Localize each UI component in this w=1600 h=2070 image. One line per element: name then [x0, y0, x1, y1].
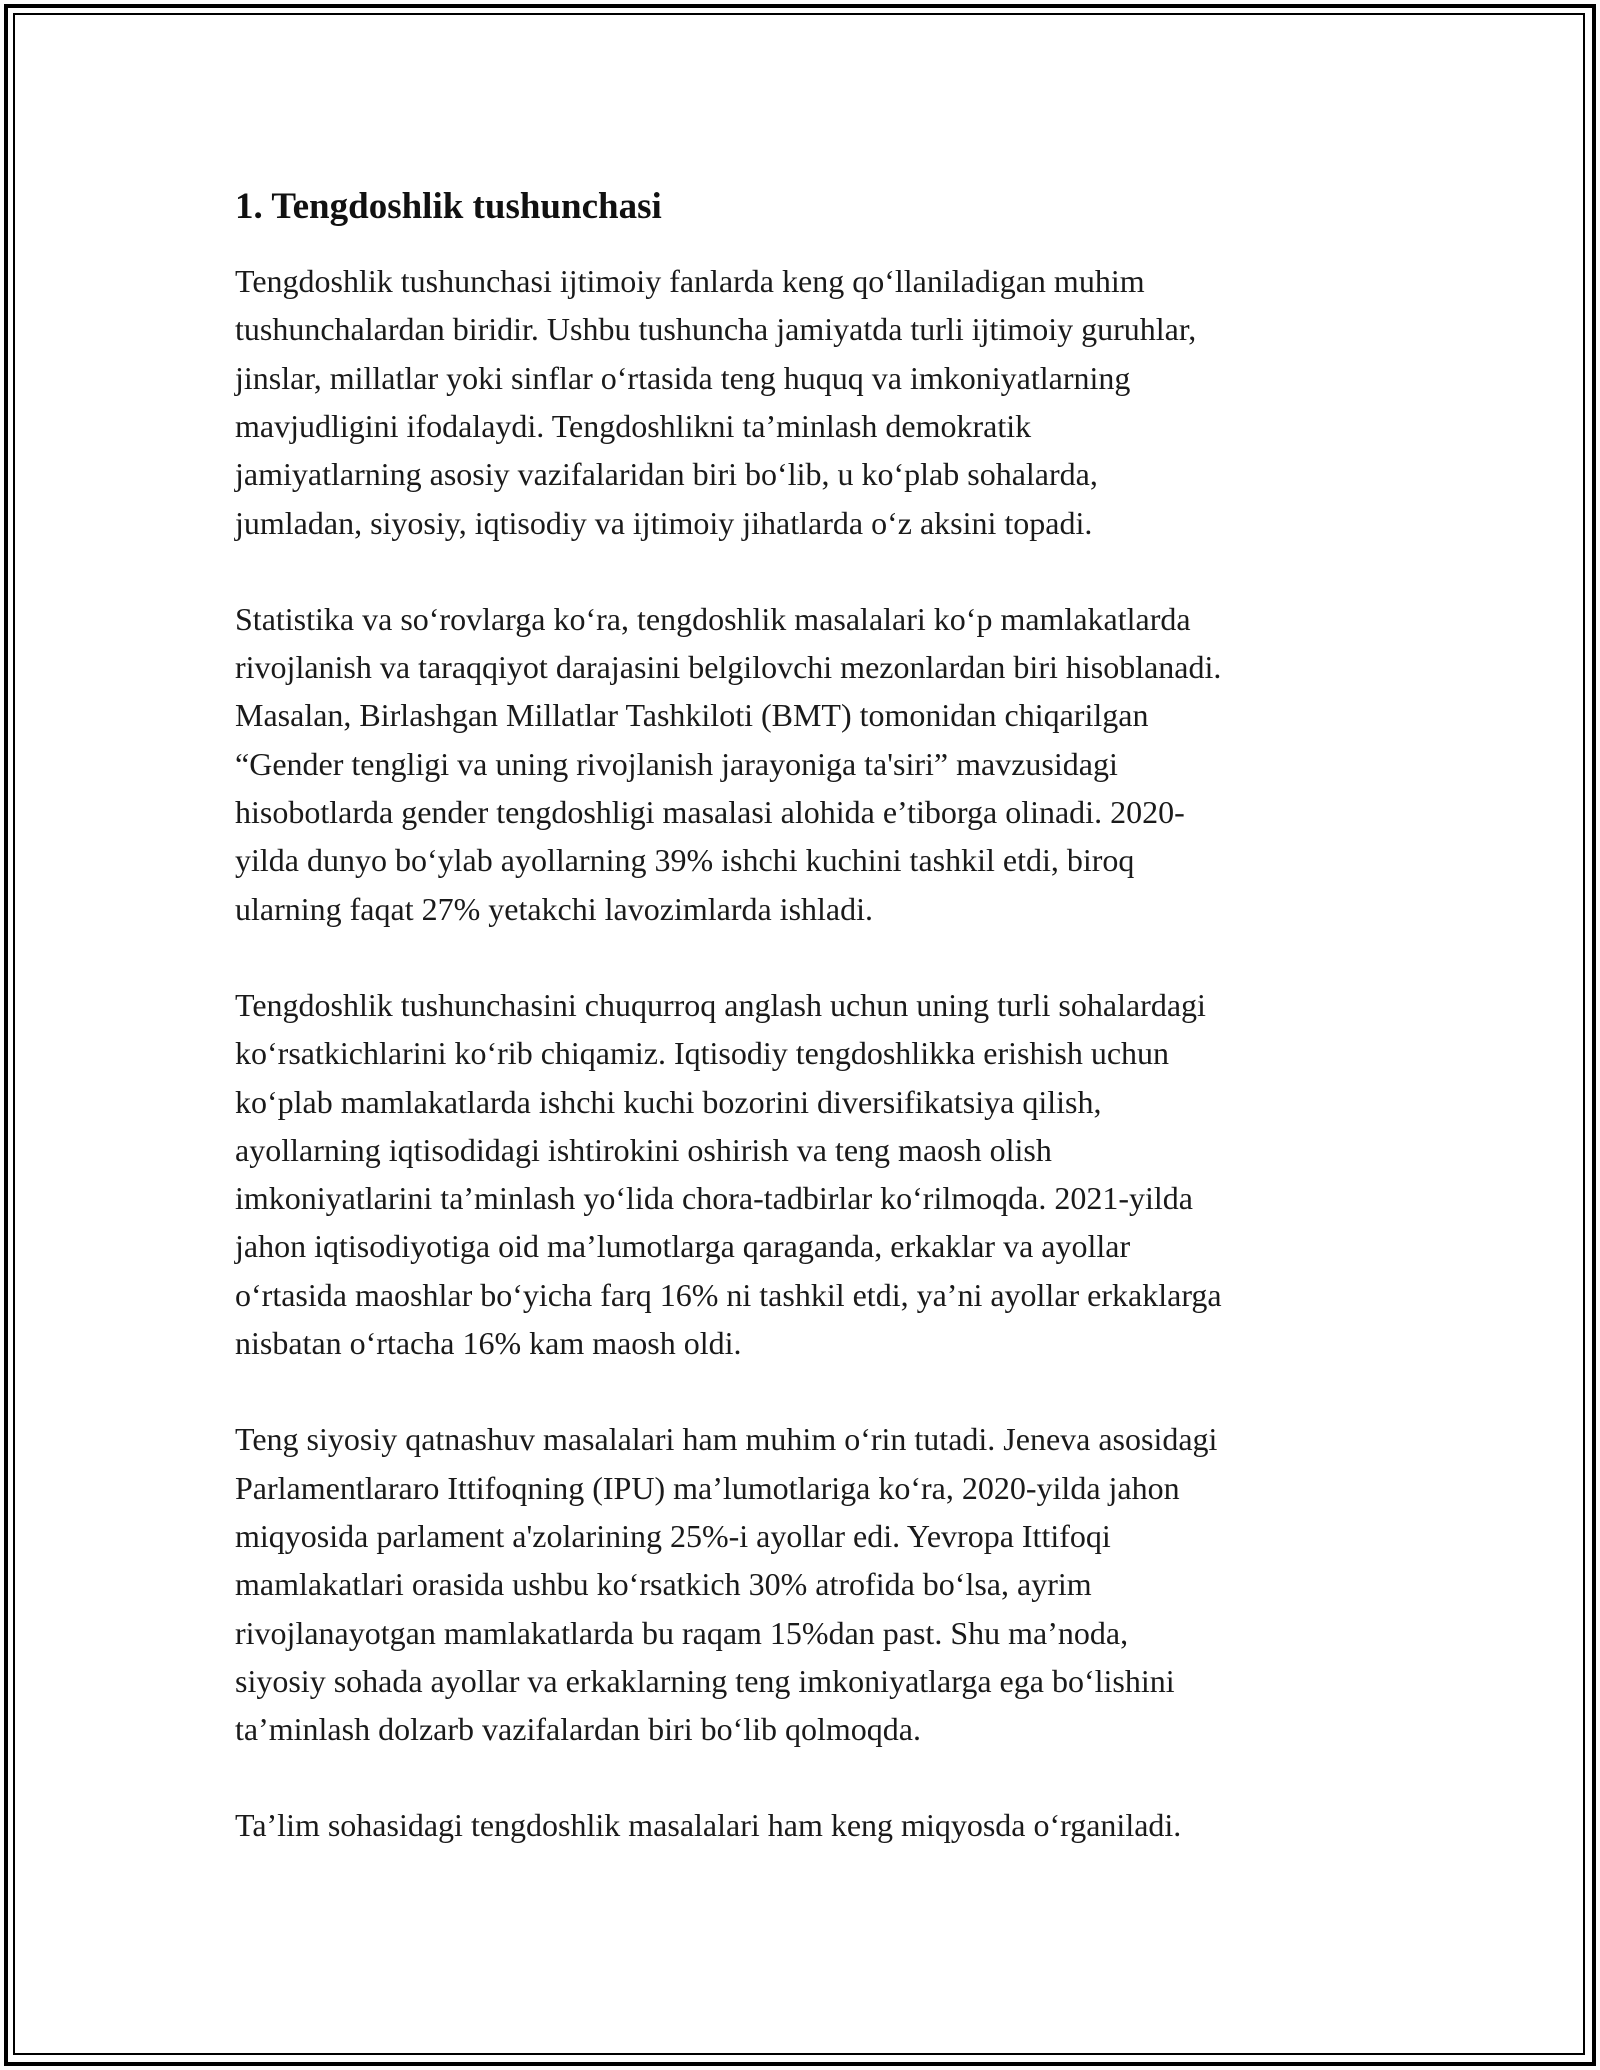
paragraph-line: mamlakatlari orasida ushbu ko‘rsatkich 30% atrofida bo‘lsa, ayrim [235, 1566, 1092, 1603]
paragraph-line: ko‘plab mamlakatlarda ishchi kuchi bozorini diversifikatsiya qilish, [235, 1083, 1102, 1120]
paragraph-line: yilda dunyo bo‘ylab ayollarning 39% ishchi kuchini tashkil etdi, biroq [235, 842, 1135, 879]
paragraph-line: ko‘rsatkichlarini ko‘rib chiqamiz. Iqtisodiy tengdoshlikka erishish uchun [235, 1035, 1170, 1072]
paragraph-line: Masalan, Birlashgan Millatlar Tashkiloti (BMT) tomonidan chiqarilgan [235, 697, 1149, 734]
paragraph-line: jahon iqtisodiyotiga oid ma’lumotlarga qaraganda, erkaklar va ayollar [235, 1228, 1131, 1265]
paragraph-line: nisbatan o‘rtacha 16% kam maosh oldi. [235, 1325, 742, 1362]
paragraph-line: jamiyatlarning asosiy vazifalaridan biri bo‘lib, u ko‘plab sohalarda, [235, 456, 1098, 493]
paragraph-line: miqyosida parlament a'zolarining 25%-i ayollar edi. Yevropa Ittifoqi [235, 1517, 1111, 1554]
paragraph-line: hisobotlarda gender tengdoshligi masalasi alohida e’tiborga olinadi. 2020- [235, 794, 1185, 831]
paragraph [235, 981, 1370, 1367]
paragraph-line: Tengdoshlik tushunchasini chuqurroq anglash uchun uning turli sohalardagi [235, 986, 1206, 1023]
paragraph [235, 257, 1370, 547]
paragraph-line: Tengdoshlik tushunchasi ijtimoiy fanlarda keng qo‘llaniladigan muhim [235, 263, 1145, 300]
paragraph-line: jumladan, siyosiy, iqtisodiy va ijtimoiy jihatlarda o‘z aksini topadi. [235, 504, 1093, 541]
paragraph-line: Ta’lim sohasidagi tengdoshlik masalalari ham keng miqyosda o‘rganiladi. [235, 1807, 1182, 1844]
paragraph-line: rivojlanish va taraqqiyot darajasini belgilovchi mezonlardan biri hisoblanadi. [235, 649, 1222, 686]
paragraph [235, 595, 1370, 933]
paragraph-list [235, 257, 1370, 1850]
paragraph-line: jinslar, millatlar yoki sinflar o‘rtasida teng huquq va imkoniyatlarning [235, 359, 1131, 396]
paragraph-line: ta’minlash dolzarb vazifalardan biri bo‘lib qolmoqda. [235, 1711, 921, 1748]
section-heading: 1. Tengdoshlik tushunchasi [235, 186, 662, 227]
paragraph [235, 1801, 1370, 1849]
document-body [235, 183, 1370, 1898]
paragraph-line: mavjudligini ifodalaydi. Tengdoshlikni ta’minlash demokratik [235, 407, 1032, 444]
paragraph-line: ularning faqat 27% yetakchi lavozimlarda ishladi. [235, 890, 873, 927]
paragraph-line: “Gender tengligi va uning rivojlanish jarayoniga ta'siri” mavzusidagi [235, 745, 1118, 782]
paragraph-line: Teng siyosiy qatnashuv masalalari ham muhim o‘rin tutadi. Jeneva asosidagi [235, 1421, 1218, 1458]
paragraph-line: Parlamentlararo Ittifoqning (IPU) ma’lumotlariga ko‘ra, 2020-yilda jahon [235, 1469, 1180, 1506]
paragraph-line: ayollarning iqtisodidagi ishtirokini oshirish va teng maosh olish [235, 1131, 1052, 1168]
paragraph-line: rivojlanayotgan mamlakatlarda bu raqam 15%dan past. Shu ma’noda, [235, 1614, 1129, 1651]
paragraph-line: siyosiy sohada ayollar va erkaklarning teng imkoniyatlarga ega bo‘lishini [235, 1662, 1175, 1699]
paragraph [235, 1415, 1370, 1753]
paragraph-line: Statistika va so‘rovlarga ko‘ra, tengdoshlik masalalari ko‘p mamlakatlarda [235, 600, 1191, 637]
paragraph-line: imkoniyatlarini ta’minlash yo‘lida chora-tadbirlar ko‘rilmoqda. 2021-yilda [235, 1180, 1193, 1217]
paragraph-line: o‘rtasida maoshlar bo‘yicha farq 16% ni tashkil etdi, ya’ni ayollar erkaklarga [235, 1276, 1222, 1313]
paragraph-line: tushunchalardan biridir. Ushbu tushuncha jamiyatda turli ijtimoiy guruhlar, [235, 311, 1197, 348]
